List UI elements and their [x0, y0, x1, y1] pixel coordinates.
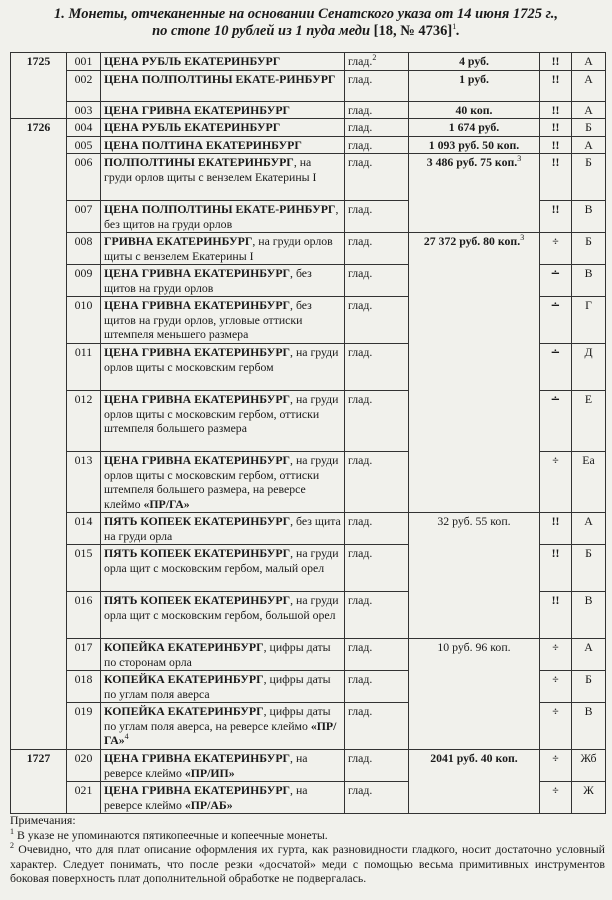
- variety-letter: Б: [572, 545, 606, 592]
- rarity-mark: ∸: [540, 391, 572, 452]
- title-line-1: 1. Монеты, отчеканенные на основании Сенатского указа от 14 июня 1725 г.,: [54, 6, 558, 22]
- coin-description: [101, 639, 345, 671]
- rarity-mark: ∸: [540, 265, 572, 297]
- coin-details: , цифры даты по сторонам орла: [104, 640, 331, 669]
- catalog-number: 008: [67, 233, 101, 265]
- coin-legend: ЦЕНА ГРИВНА ЕКАТЕРИНБУРГ: [104, 266, 291, 280]
- coin-legend: ПЯТЬ КОПЕЕК ЕКАТЕРИНБУРГ: [104, 514, 291, 528]
- edge-type: глад.: [345, 782, 409, 814]
- rarity-mark: !!: [540, 201, 572, 233]
- catalog-number: 006: [67, 154, 101, 201]
- section-title: [20, 6, 592, 40]
- catalog-number: 017: [67, 639, 101, 671]
- footnotes: [10, 813, 605, 886]
- catalog-number: 002: [67, 70, 101, 101]
- rarity-mark: ∸: [540, 344, 572, 391]
- coin-details: , без щитов на груди орлов, угловые оттиски штемпеля меньшего размера: [104, 298, 312, 341]
- mintage-value: 10 руб. 96 коп.: [409, 639, 540, 750]
- edge-type: глад.: [345, 592, 409, 639]
- edge-type: глад.: [345, 452, 409, 513]
- coin-legend: ПЯТЬ КОПЕЕК ЕКАТЕРИНБУРГ: [104, 546, 291, 560]
- title-reference: [18, № 4736]: [370, 23, 453, 39]
- coin-details: , на груди орлов щиты с московским гербом: [104, 345, 339, 374]
- catalog-number: 009: [67, 265, 101, 297]
- footnote-ref-3: 3: [520, 233, 525, 243]
- edge-type: глад.: [345, 265, 409, 297]
- catalog-number: 003: [67, 101, 101, 119]
- catalog-number: 015: [67, 545, 101, 592]
- coin-details: , на груди орлов щиты с вензелем Екатерины I: [104, 234, 333, 263]
- footnote-2: $^2$ Очевидно, что для плат описание оформления их гурта, как разновидности гладкого, носит достаточно условный характер. Следует понимать, что после резки «досчатой» меди с помощью весьма примитивных инструментов боковая поверхность плат дополнительной обработке не подвергалась.: [10, 841, 605, 885]
- rarity-mark: ÷: [540, 233, 572, 265]
- variety-letter: Б: [572, 233, 606, 265]
- coin-legend: ЦЕНА ГРИВНА ЕКАТЕРИНБУРГ: [104, 102, 291, 117]
- variety-letter: Еа: [572, 452, 606, 513]
- coin-description: [101, 703, 345, 750]
- year-cell: 1726: [11, 119, 67, 750]
- catalog-number: 014: [67, 513, 101, 545]
- edge-type: глад.: [345, 750, 409, 782]
- rarity-mark: !!: [540, 70, 572, 101]
- variety-letter: Е: [572, 391, 606, 452]
- variety-letter: Б: [572, 154, 606, 201]
- edge-type: глад.: [345, 119, 409, 137]
- mintage-value: 32 руб. 55 коп.: [409, 513, 540, 639]
- rarity-mark: ÷: [540, 750, 572, 782]
- rarity-mark: !!: [540, 154, 572, 201]
- variety-letter: А: [572, 136, 606, 154]
- table-row: [11, 136, 606, 154]
- coin-details: , на груди орлов щиты с московским гербом, оттиски штемпеля большего размера: [104, 392, 339, 435]
- rarity-mark: ÷: [540, 452, 572, 513]
- footnote-1: $^1$ В указе не упоминаются пятикопеечные и копеечные монеты.: [10, 826, 328, 842]
- edge-type: глад.: [345, 101, 409, 119]
- variety-letter: В: [572, 592, 606, 639]
- variety-letter: Г: [572, 297, 606, 344]
- coin-description: [101, 53, 345, 71]
- variety-letter: В: [572, 703, 606, 750]
- catalog-number: 013: [67, 452, 101, 513]
- catalog-number: 016: [67, 592, 101, 639]
- variety-letter: Д: [572, 344, 606, 391]
- table-row: [11, 101, 606, 119]
- footnote-ref-4: 4: [124, 732, 129, 742]
- rarity-mark: ÷: [540, 703, 572, 750]
- mintage-value: 4 руб.: [409, 53, 540, 71]
- variety-letter: Ж: [572, 782, 606, 814]
- coin-description: [101, 70, 345, 101]
- coin-description: [101, 265, 345, 297]
- reverse-stamp: «ПР/АБ»: [184, 797, 233, 812]
- variety-letter: Б: [572, 119, 606, 137]
- coin-details: , цифры даты по углам поля аверса: [104, 672, 331, 701]
- coin-description: [101, 750, 345, 782]
- coin-legend: ЦЕНА ПОЛПОЛТИНЫ ЕКАТЕ-РИНБУРГ: [104, 202, 336, 216]
- catalog-number: 004: [67, 119, 101, 137]
- coin-details: , без щита на груди орла: [104, 514, 341, 543]
- mintage-value: 1 руб.: [409, 70, 540, 101]
- coin-details: , на реверсе клеймо: [104, 783, 308, 812]
- table-row: [11, 154, 606, 201]
- edge-type: глад.: [345, 391, 409, 452]
- rarity-mark: ÷: [540, 782, 572, 814]
- coins-table: [10, 52, 606, 814]
- title-line-2: по стопе 10 рублей из 1 пуда меди [18, № 4736]$^1$.: [152, 22, 460, 39]
- table-row: [11, 513, 606, 545]
- coin-description: [101, 201, 345, 233]
- coin-description: [101, 344, 345, 391]
- coin-legend: ЦЕНА ГРИВНА ЕКАТЕРИНБУРГ: [104, 298, 291, 312]
- coin-legend: ЦЕНА ГРИВНА ЕКАТЕРИНБУРГ: [104, 751, 291, 765]
- mintage-value: 2041 руб. 40 коп.: [409, 750, 540, 814]
- catalog-number: 018: [67, 671, 101, 703]
- coin-description: [101, 545, 345, 592]
- coin-description: [101, 391, 345, 452]
- coin-legend: КОПЕЙКА ЕКАТЕРИНБУРГ: [104, 672, 264, 686]
- catalog-number: 021: [67, 782, 101, 814]
- coin-description: [101, 297, 345, 344]
- coin-description: [101, 671, 345, 703]
- coin-legend: ЦЕНА ГРИВНА ЕКАТЕРИНБУРГ: [104, 392, 291, 406]
- coin-legend: ГРИВНА ЕКАТЕРИНБУРГ: [104, 234, 253, 248]
- mintage-value: 1 674 руб.: [409, 119, 540, 137]
- footnote-ref-1: 1: [452, 22, 457, 32]
- edge-type: глад.: [345, 545, 409, 592]
- edge-type: глад.: [345, 233, 409, 265]
- table-row: [11, 750, 606, 782]
- coin-legend: КОПЕЙКА ЕКАТЕРИНБУРГ: [104, 704, 264, 718]
- edge-type: глад.: [345, 297, 409, 344]
- rarity-mark: !!: [540, 513, 572, 545]
- variety-letter: А: [572, 639, 606, 671]
- coin-description: [101, 233, 345, 265]
- variety-letter: Жб: [572, 750, 606, 782]
- coin-legend: КОПЕЙКА ЕКАТЕРИНБУРГ: [104, 640, 264, 654]
- coin-details: , без щитов на груди орлов: [104, 202, 339, 231]
- catalog-number: 020: [67, 750, 101, 782]
- table-row: [11, 233, 606, 265]
- year-cell: 1725: [11, 53, 67, 119]
- reverse-stamp: «ПР/ГА»: [104, 718, 337, 747]
- rarity-mark: !!: [540, 119, 572, 137]
- coin-legend: ЦЕНА РУБЛЬ ЕКАТЕРИНБУРГ: [104, 54, 281, 68]
- coin-description: [101, 136, 345, 154]
- coin-legend: ЦЕНА РУБЛЬ ЕКАТЕРИНБУРГ: [104, 120, 281, 134]
- catalog-number: 010: [67, 297, 101, 344]
- coin-legend: ЦЕНА ПОЛПОЛТИНЫ ЕКАТЕ-РИНБУРГ: [104, 71, 336, 86]
- catalog-number: 005: [67, 136, 101, 154]
- variety-letter: Б: [572, 671, 606, 703]
- variety-letter: А: [572, 53, 606, 71]
- coin-legend: ЦЕНА ГРИВНА ЕКАТЕРИНБУРГ: [104, 345, 291, 359]
- rarity-mark: !!: [540, 592, 572, 639]
- rarity-mark: !!: [540, 136, 572, 154]
- coin-legend: ЦЕНА ПОЛТИНА ЕКАТЕРИНБУРГ: [104, 137, 302, 152]
- year-cell: 1727: [11, 750, 67, 814]
- table-row: [11, 53, 606, 71]
- table-row: [11, 119, 606, 137]
- mintage-value: 27 372 руб. 80 коп.$^3$: [409, 233, 540, 513]
- coin-description: [101, 101, 345, 119]
- coin-legend: ПОЛПОЛТИНЫ ЕКАТЕРИНБУРГ: [104, 155, 294, 169]
- catalog-number: 012: [67, 391, 101, 452]
- edge-type: глад.: [345, 201, 409, 233]
- rarity-mark: ÷: [540, 671, 572, 703]
- coin-description: [101, 782, 345, 814]
- rarity-mark: !!: [540, 101, 572, 119]
- variety-letter: А: [572, 513, 606, 545]
- variety-letter: В: [572, 201, 606, 233]
- coin-details: , без щитов на груди орлов: [104, 266, 312, 295]
- catalog-number: 007: [67, 201, 101, 233]
- edge-type: глад.: [345, 703, 409, 750]
- edge-type: глад.: [345, 136, 409, 154]
- edge-type: глад.: [345, 671, 409, 703]
- coin-details: , на груди орлов щиты с московским гербом, оттиски штемпеля большего размера, на реверсе клеймо: [104, 453, 339, 511]
- mintage-value: 1 093 руб. 50 коп.: [409, 136, 540, 154]
- rarity-mark: !!: [540, 545, 572, 592]
- reverse-stamp: «ПР/ГА»: [143, 496, 190, 511]
- coin-description: [101, 119, 345, 137]
- notes-heading: Примечания:: [10, 813, 76, 827]
- rarity-mark: ÷: [540, 639, 572, 671]
- variety-letter: А: [572, 101, 606, 119]
- coin-details: , цифры даты по углам поля аверса, на реверсе клеймо: [104, 704, 331, 733]
- coin-legend: ЦЕНА ГРИВНА ЕКАТЕРИНБУРГ: [104, 453, 291, 467]
- coin-description: [101, 154, 345, 201]
- footnote-ref-2: 2: [372, 53, 377, 63]
- reverse-stamp: «ПР/ИП»: [184, 765, 235, 780]
- rarity-mark: ∸: [540, 297, 572, 344]
- edge-type: глад.$^2$: [345, 53, 409, 71]
- coin-legend: ПЯТЬ КОПЕЕК ЕКАТЕРИНБУРГ: [104, 593, 291, 607]
- coin-description: [101, 452, 345, 513]
- table-row: [11, 70, 606, 101]
- coin-details: , на груди орла щит с московским гербом, большой орел: [104, 593, 339, 622]
- edge-type: глад.: [345, 70, 409, 101]
- title-line-2-text: по стопе 10 рублей из 1 пуда меди: [152, 23, 371, 39]
- coin-details: , на груди орла щит с московским гербом, малый орел: [104, 546, 339, 575]
- variety-letter: В: [572, 265, 606, 297]
- mintage-value: 3 486 руб. 75 коп.$^3$: [409, 154, 540, 233]
- catalog-number: 011: [67, 344, 101, 391]
- coin-description: [101, 592, 345, 639]
- edge-type: глад.: [345, 154, 409, 201]
- rarity-mark: !!: [540, 53, 572, 71]
- edge-type: глад.: [345, 344, 409, 391]
- coin-details: , на реверсе клеймо: [104, 751, 308, 780]
- edge-type: глад.: [345, 513, 409, 545]
- mintage-value: 40 коп.: [409, 101, 540, 119]
- coin-legend: ЦЕНА ГРИВНА ЕКАТЕРИНБУРГ: [104, 783, 291, 797]
- coin-details: , на груди орлов щиты с вензелем Екатерины I: [104, 155, 317, 184]
- catalog-number: 001: [67, 53, 101, 71]
- coin-description: [101, 513, 345, 545]
- footnote-ref-3: 3: [517, 154, 522, 164]
- table-row: [11, 639, 606, 671]
- variety-letter: А: [572, 70, 606, 101]
- edge-type: глад.: [345, 639, 409, 671]
- catalog-number: 019: [67, 703, 101, 750]
